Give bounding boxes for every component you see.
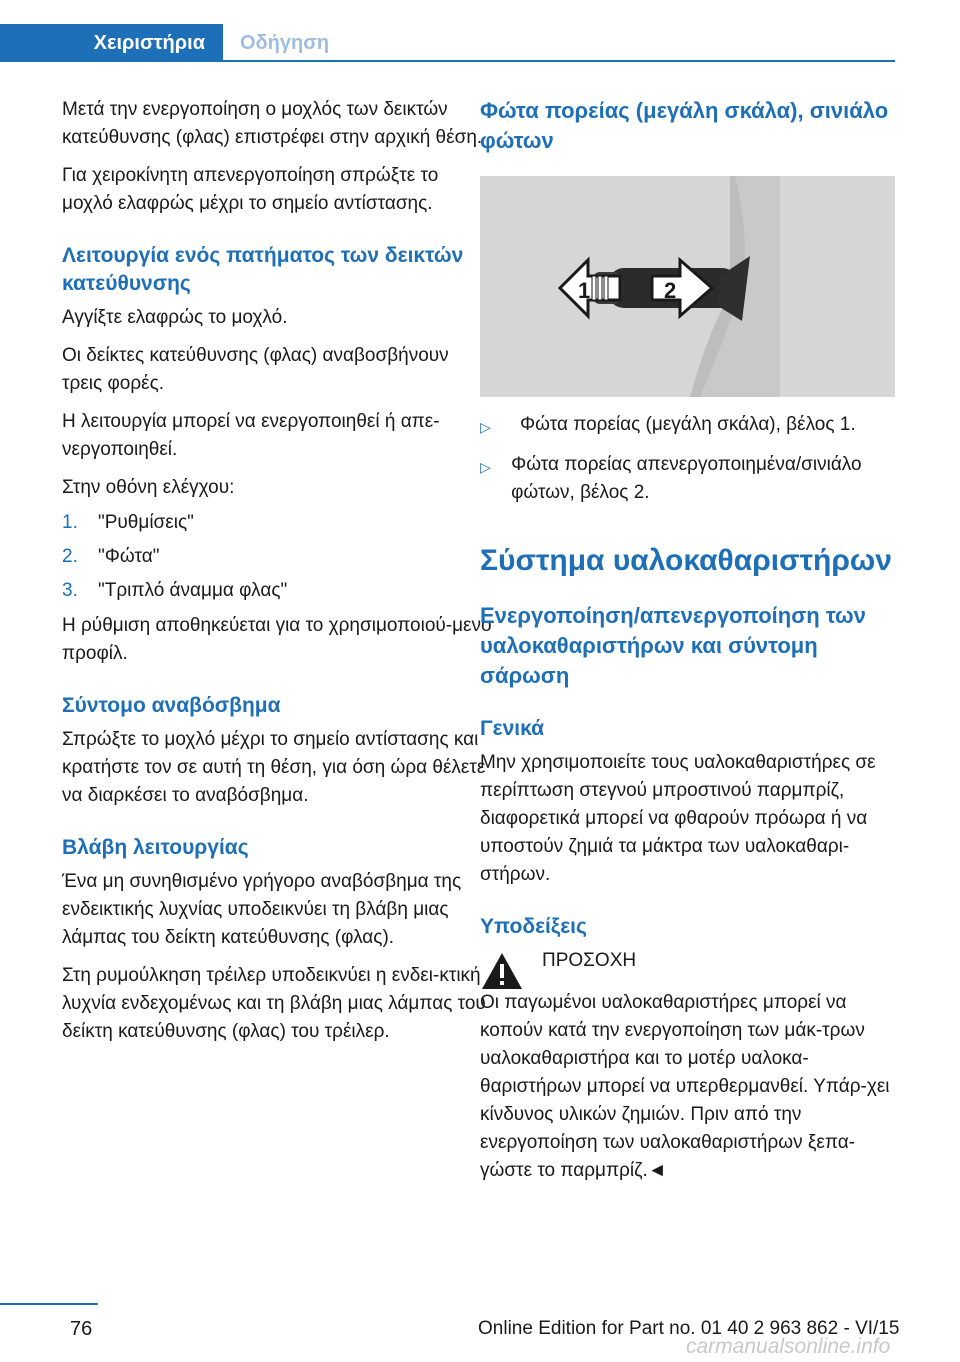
tab-controls[interactable]: Χειριστήρια [0, 24, 223, 62]
section-heading-high-beam: Φώτα πορείας (μεγάλη σκάλα), σινιάλο φώτων [480, 98, 889, 153]
right-column [480, 96, 895, 1195]
high-beam-lever-figure [480, 176, 895, 397]
list-item: ▷ Φώτα πορείας απενεργοποιημένα/σινιάλο φώτων, βέλος 2. [480, 451, 895, 507]
paragraph: Ένα μη συνηθισμένο γρήγορο αναβόσβημα της ενδεικτικής λυχνίας υποδεικνύει τη βλάβη μιας λάμπας του δείκτη κατεύθυνσης (φλας). [62, 871, 462, 948]
paragraph: Η ρύθμιση αποθηκεύεται για το χρησιμοποιού‐μενο προφίλ. [62, 615, 492, 664]
section-heading-notes: Υποδείξεις [480, 915, 587, 938]
edition-note: Online Edition for Part no. 01 40 2 963 862 - VI/15 [478, 1318, 900, 1339]
caution-text: Οι παγωμένοι υαλοκαθαριστήρες μπορεί να κοπούν κατά την ενεργοποίηση των μάκ‐τρων υαλοκαθαριστήρα και το μοτέρ υαλοκα‐θαριστήρων μπορεί να υπερθερμανθεί. Υπάρ‐χει κίνδυνος υλικών ζημιών. Πριν από την ενεργοποίηση των υαλοκαθαριστήρων ξεπα‐γώστε το παρμπρίζ.◄ [480, 992, 890, 1181]
footer-divider [0, 1303, 98, 1305]
paragraph: Μην χρησιμοποιείτε τους υαλοκαθαριστήρες σε περίπτωση στεγνού μπροστινού παρμπρίζ, διαφορετικά μπορεί να φθαρούν πρόωρα ή να υποστούν ζημιά τα μάκτρα των υαλοκαθαρι‐στήρων. [480, 752, 876, 885]
figure-label-2: 2 [664, 278, 677, 303]
list-item: 2. "Φώτα" [62, 546, 160, 567]
figure-label-1: 1 [578, 278, 591, 303]
list-item: 3. "Τριπλό άναμμα φλας" [62, 580, 288, 601]
section-heading-short-flash: Σύντομο αναβόσβημα [62, 694, 281, 717]
high-beam-bullets [480, 411, 895, 507]
triangle-bullet-icon: ▷ [480, 419, 491, 435]
paragraph: Στην οθόνη ελέγχου: [62, 477, 235, 498]
left-column [62, 96, 492, 1056]
tab-driving[interactable]: Οδήγηση [240, 31, 330, 54]
section-heading-wiper-activation: Ενεργοποίηση/απενεργοποίηση των υαλοκαθαριστήρων και σύντομη σάρωση [480, 603, 866, 688]
triangle-bullet-icon: ▷ [480, 459, 491, 475]
paragraph: Μετά την ενεργοποίηση ο μοχλός των δεικτών κατεύθυνσης (φλας) επιστρέφει στην αρχική θέση. [62, 99, 483, 148]
page-number: 76 [70, 1318, 93, 1340]
paragraph: Αγγίξτε ελαφρώς το μοχλό. [62, 307, 288, 328]
paragraph: Η λειτουργία μπορεί να ενεργοποιηθεί ή απε‐νεργοποιηθεί. [62, 411, 440, 460]
list-item: ▷ Φώτα πορείας (μεγάλη σκάλα), βέλος 1. [480, 411, 895, 441]
section-heading-general: Γενικά [480, 717, 545, 740]
steps-list [62, 506, 492, 608]
section-heading-single-touch: Λειτουργία ενός πατήματος των δεικτών κατεύθυνσης [62, 244, 464, 295]
chapter-heading-wipers: Σύστημα υαλοκαθαριστήρων [480, 544, 892, 577]
lever-illustration-icon [480, 176, 895, 397]
header-bar [0, 0, 895, 62]
list-item: 1. "Ρυθμίσεις" [62, 512, 194, 533]
paragraph: Σπρώξτε το μοχλό μέχρι το σημείο αντίστασης και κρατήστε τον σε αυτή τη θέση, για όση ώρα θέλετε να διαρκέσει το αναβόσβημα. [62, 729, 486, 806]
warning-triangle-icon [480, 951, 524, 991]
paragraph: Οι δείκτες κατεύθυνσης (φλας) αναβοσβήνουν τρεις φορές. [62, 345, 449, 394]
paragraph: Για χειροκίνητη απενεργοποίηση σπρώξτε το μοχλό ελαφρώς μέχρι το σημείο αντίστασης. [62, 165, 439, 214]
caution-title: ΠΡΟΣΟΧΗ [542, 950, 637, 971]
header-divider [0, 60, 895, 62]
section-heading-malfunction: Βλάβη λειτουργίας [62, 836, 249, 859]
paragraph: Στη ρυμούλκηση τρέιλερ υποδεικνύει η ενδει‐κτική λυχνία ενδεχομένως και τη βλάβη μιας λάμπας του δείκτη κατεύθυνσης (φλας) του τρέιλερ. [62, 965, 486, 1042]
caution-block [480, 947, 895, 991]
watermark: carmanualsonline.info [686, 1335, 891, 1358]
